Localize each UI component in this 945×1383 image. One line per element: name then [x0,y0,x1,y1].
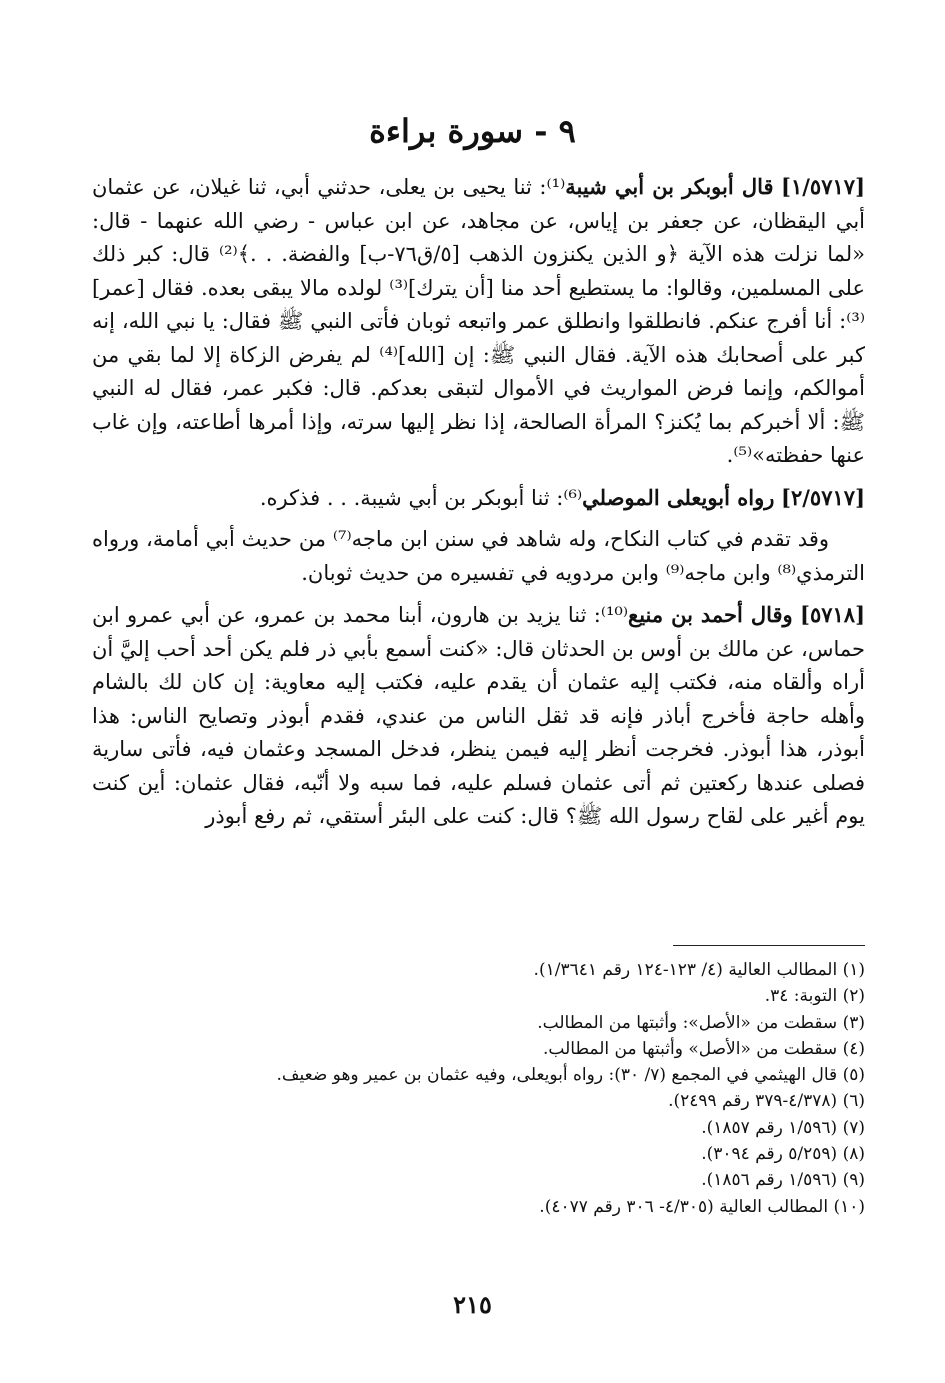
narrator-lead: وقال أحمد بن منيع [628,602,793,627]
narrator-lead: قال أبوبكر بن أبي شيبة [565,174,774,199]
hadith-text: ⁽¹⁾: ثنا يحيى بن يعلى، حدثني أبي، ثنا غيلان، عن عثمان أبي اليقظان، عن جعفر بن إياس، عن مجاهد، عن ابن عباس - رضي الله عنهما - قال: «لما نزلت هذه الآية ﴿و الذين يكنزون الذهب [٥/ق٧٦-ب] والفضة. . .﴾⁽²⁾ قال: كبر ذلك على المسلمين، وقالوا: ما يستطيع أحد منا [أن يترك]⁽³⁾ لولده مالا يبقى بعده. فقال [عمر]⁽³⁾: أنا أفرج عنكم. فانطلقوا وانطلق عمر واتبعه ثوبان فأتى النبي ﷺ فقال: يا نبي الله، إنه كبر على أصحابك هذه الآية. فقال النبي ﷺ: إن [الله]⁽⁴⁾ لم يفرض الزكاة إلا لما بقي من أموالكم، وإنما فرض المواريث في الأموال لتبقى بعدكم. قال: فكبر عمر، فقال له النبي ﷺ: ألا أخبركم بما يُكنز؟ المرأة الصالحة، إذا نظر إليها سرته، وإذا أمرها أطاعته، وإن غاب عنها حفظته»⁽⁵⁾. [92,175,865,467]
footnote: (٢) التوبة: ٣٤. [764,986,865,1007]
hadith-number: [٢/٥٧١٧] [781,484,865,510]
hadith-text: ⁽¹⁰⁾: ثنا يزيد بن هارون، أبنا محمد بن عمرو، عن أبي عمرو ابن حماس، عن مالك بن أوس بن الحدثان قال: «كنت أسمع بأبي ذر فلم يكن أحد أحب إليَّ أن أراه وألقاه منه، فكتب إليه عثمان أن يقدم عليه، فكتب إليه معاوية: إن كان لك بالشام وأهله حاجة فأخرج أباذر فإنه قد ثقل الناس من عندي، فقدم أبوذر وتصايح الناس: هذا أبوذر، هذا أبوذر. فخرجت أنظر إليه فيمن ينظر، فدخل المسجد وعثمان فيه، فأتى سارية فصلى عندها ركعتين ثم أتى عثمان فسلم عليه، فما سبه ولا أنّبه، فقال عثمان: أين كنت يوم أغير على لقاح رسول الله ﷺ؟ قال: كنت على البئر أستقي، ثم رفع أبوذر [92,603,865,828]
footnote: (٥) قال الهيثمي في المجمع (٧/ ٣٠): رواه أبويعلى، وفيه عثمان بن عمير وهو ضعيف. [276,1065,865,1086]
hadith-number: [١/٥٧١٧] [781,174,865,199]
footnote: (٦) (٤/٣٧٨-٣٧٩ رقم ٢٤٩٩). [668,1091,865,1112]
main-text [92,170,865,834]
footnote: (١٠) المطالب العالية (٤/٣٠٥- ٣٠٦ رقم ٤٠٧٧). [539,1196,865,1217]
footnote: (٩) (١/٥٩٦ رقم ١٨٥٦). [701,1170,865,1191]
footnote: (٧) (١/٥٩٦ رقم ١٨٥٧). [701,1117,865,1138]
footnote: (٤) سقطت من «الأصل» وأثبتها من المطالب. [542,1038,865,1059]
hadith-paragraph [92,481,865,516]
footnotes [85,957,865,1220]
commentary-text: وقد تقدم في كتاب النكاح، وله شاهد في سنن ابن ماجه⁽⁷⁾ من حديث أبي أمامة، ورواه الترمذي⁽⁸⁾ وابن ماجه⁽⁹⁾ وابن مردويه في تفسيره من حديث ثوبان. [92,527,865,585]
hadith-text: ⁽⁶⁾: ثنا أبوبكر بن أبي شيبة. . . فذكره. [259,485,583,510]
footnote-divider [673,945,865,946]
hadith-paragraph [92,170,865,473]
footnote: (١) المطالب العالية (٤/ ١٢٣-١٢٤ رقم ١/٣٦٤١). [533,960,865,980]
chapter-title: ٩ - سورة براءة [369,112,576,150]
commentary-paragraph [92,523,865,590]
hadith-number: [٥٧١٨] [800,602,865,627]
hadith-paragraph [92,598,865,834]
narrator-lead: رواه أبويعلى الموصلي [582,484,775,510]
footnote: (٣) سقطت من «الأصل»: وأثبتها من المطالب. [537,1012,865,1033]
page-number: ٢١٥ [453,1290,492,1319]
footnote: (٨) (٥/٢٥٩ رقم ٣٠٩٤). [701,1144,865,1165]
